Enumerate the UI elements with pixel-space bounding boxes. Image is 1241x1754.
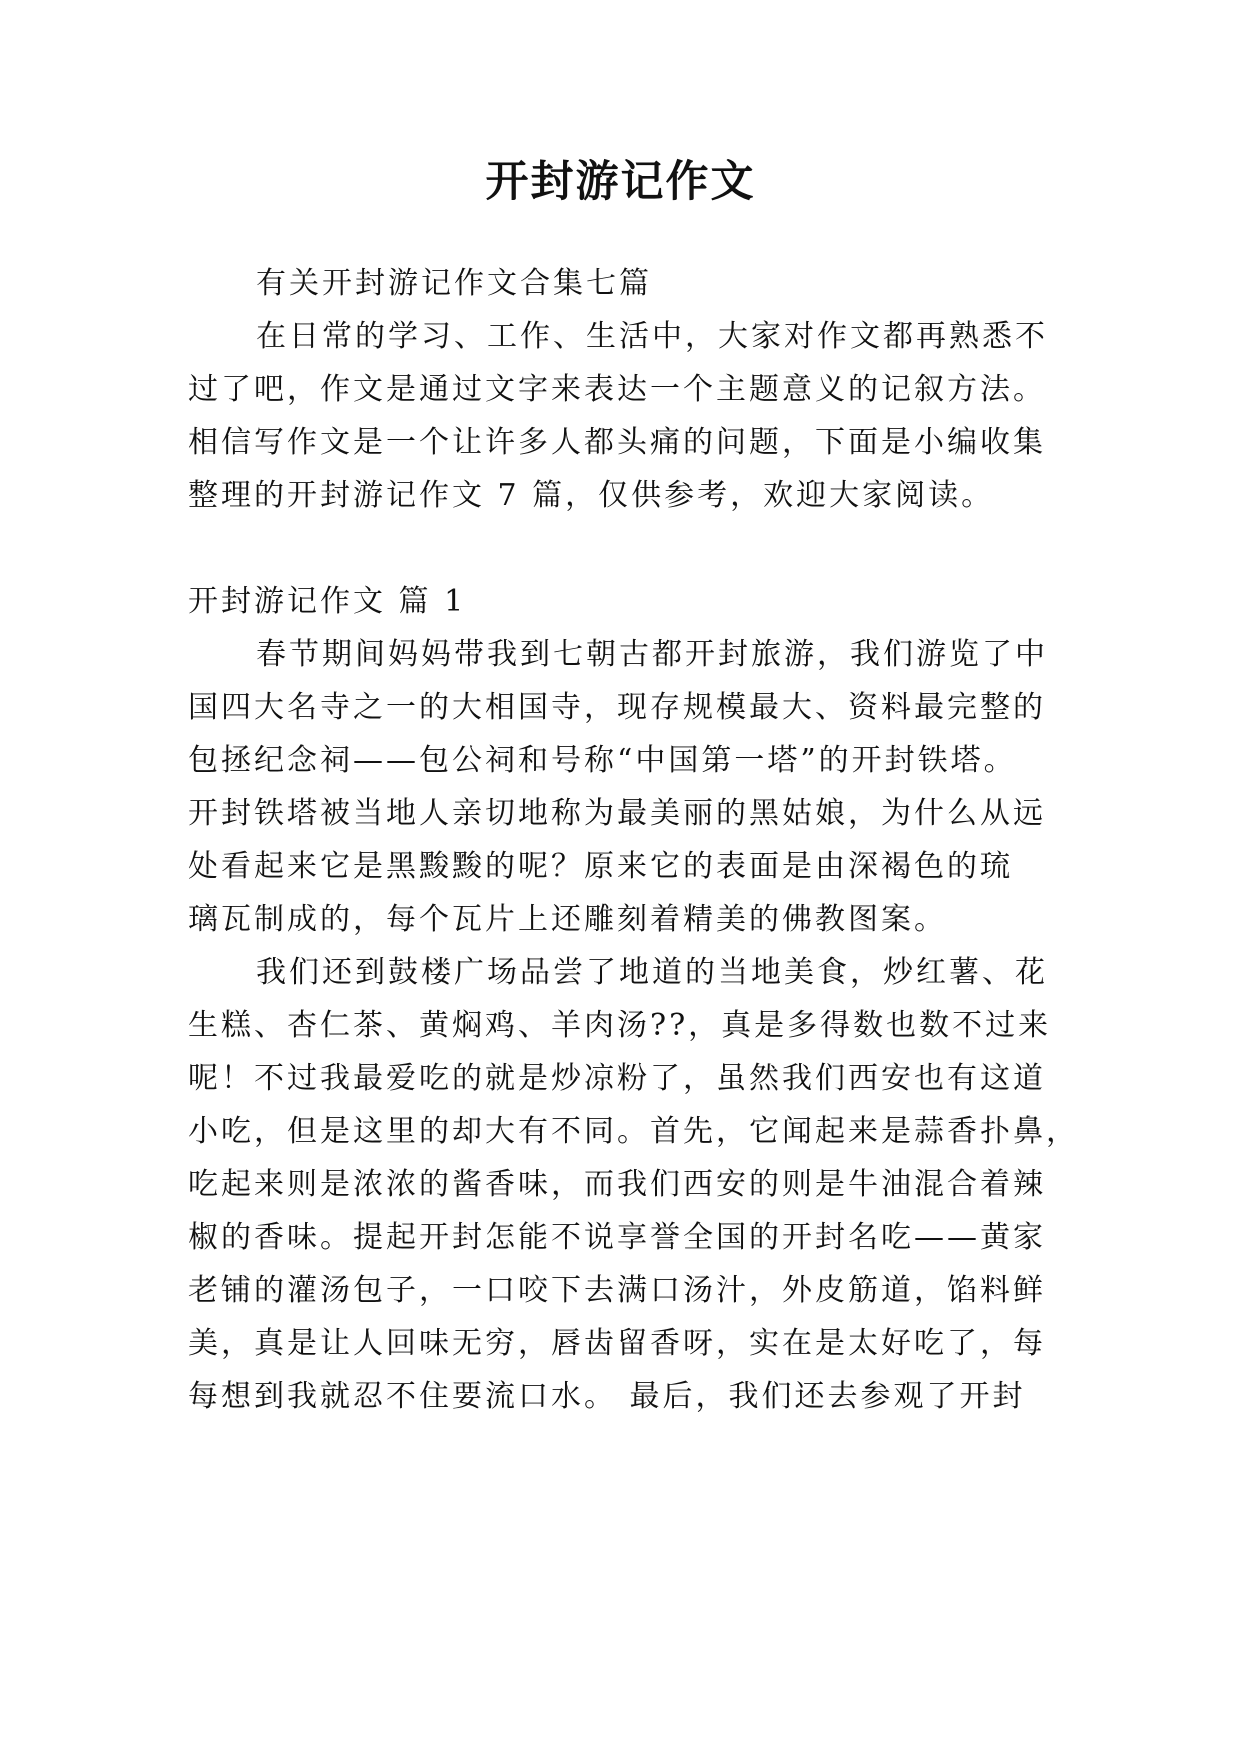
paragraph-line: 处看起来它是黑黢黢的呢？原来它的表面是由深褐色的琉 [188,849,1013,884]
paragraph-line: 美，真是让人回味无穷，唇齿留香呀，实在是太好吃了，每 [188,1326,1046,1361]
intro-line: 在日常的学习、工作、生活中，大家对作文都再熟悉不 [256,319,1048,354]
paragraph-line: 开封铁塔被当地人亲切地称为最美丽的黑姑娘，为什么从远 [188,796,1046,831]
paragraph-line: 呢！不过我最爱吃的就是炒凉粉了，虽然我们西安也有这道 [188,1061,1046,1096]
document-title: 开封游记作文 [485,157,756,207]
section-heading: 开封游记作文 篇 1 [188,584,467,619]
paragraph-line: 国四大名寺之一的大相国寺，现存规模最大、资料最完整的 [188,690,1046,725]
paragraph-line: 我们还到鼓楼广场品尝了地道的当地美食，炒红薯、花 [256,955,1048,990]
paragraph-line: 老铺的灌汤包子，一口咬下去满口汤汁，外皮筋道，馅料鲜 [188,1273,1046,1308]
paragraph-line: 璃瓦制成的，每个瓦片上还雕刻着精美的佛教图案。 [188,902,947,937]
intro-line: 相信写作文是一个让许多人都头痛的问题，下面是小编收集 [188,425,1046,460]
paragraph-line: 吃起来则是浓浓的酱香味，而我们西安的则是牛油混合着辣 [188,1167,1046,1202]
paragraph-line: 椒的香味。提起开封怎能不说享誉全国的开封名吃——黄家 [188,1220,1046,1255]
paragraph-line: 小吃，但是这里的却大有不同。首先，它闻起来是蒜香扑鼻， [188,1114,1079,1149]
intro-line: 整理的开封游记作文 7 篇，仅供参考，欢迎大家阅读。 [188,478,995,513]
paragraph-line: 每想到我就忍不住要流口水。 最后，我们还去参观了开封 [188,1379,1026,1414]
intro-line: 过了吧，作文是通过文字来表达一个主题意义的记叙方法。 [188,372,1046,407]
document-subtitle: 有关开封游记作文合集七篇 [256,266,652,301]
paragraph-line: 包拯纪念祠——包公祠和号称“中国第一塔”的开封铁塔。 [188,743,1017,778]
paragraph-line: 生糕、杏仁茶、黄焖鸡、羊肉汤??，真是多得数也数不过来 [188,1008,1052,1043]
paragraph-line: 春节期间妈妈带我到七朝古都开封旅游，我们游览了中 [256,637,1048,672]
